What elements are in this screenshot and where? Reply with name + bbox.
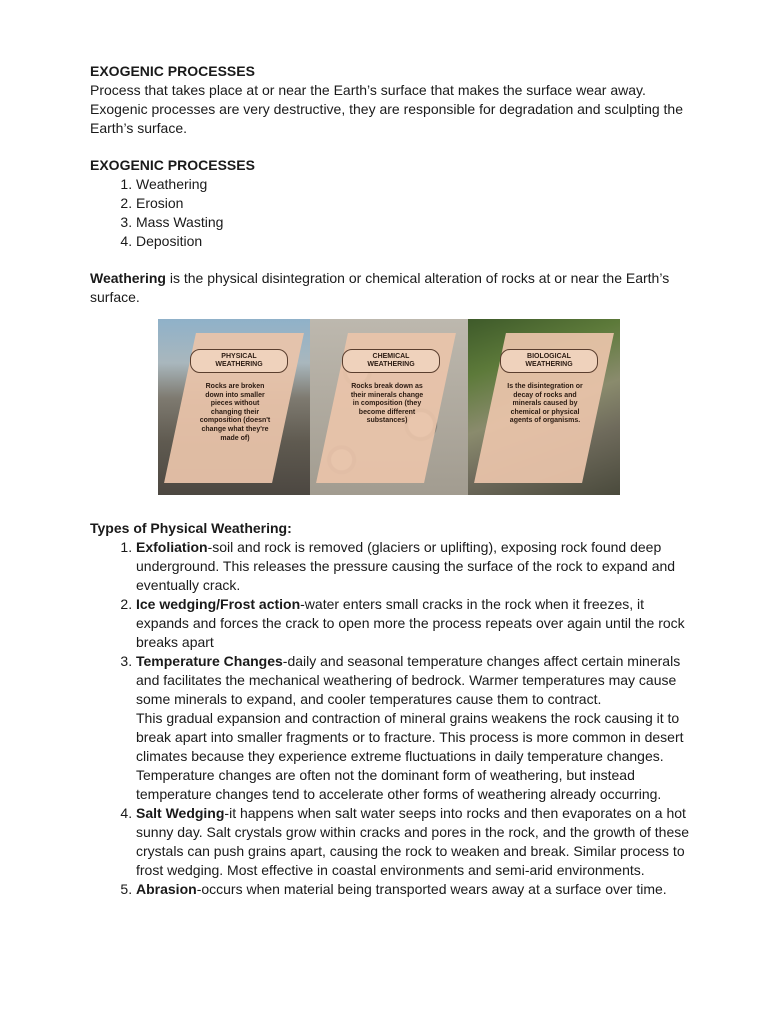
list-item: [136, 595, 690, 652]
type-term: Exfoliation: [136, 539, 208, 555]
type-text: -soil and rock is removed (glaciers or uplifting), exposing rock found deep underground. This releases the pressure causing the surface of the rock to expand and eventually crack.: [136, 539, 676, 593]
type-extra-text: This gradual expansion and contraction of mineral grains weakens the rock causing it to break apart into smaller fragments or to fracture. This process is more common in desert climates because they experience extreme fluctuations in daily temperature changes. Temperature changes are often not the dominant form of weathering, but instead temperature changes tend to accelerate other forms of weathering already occurring.: [136, 710, 684, 802]
list-item: 2. Erosion: [136, 194, 690, 213]
list-item: 3. Mass Wasting: [136, 213, 690, 232]
panel-text: Rocks break down as their minerals change in composition (they become different substances): [350, 383, 424, 425]
physical-weathering-panel: [158, 319, 310, 495]
section-heading-exogenic-list: EXOGENIC PROCESSES: [90, 157, 255, 173]
type-term: Abrasion: [136, 881, 197, 897]
list-item: [136, 804, 690, 880]
list-item: [136, 880, 690, 899]
type-text: -it happens when salt water seeps into rocks and then evaporates on a hot sunny day. Salt crystals grow within cracks and pores in the rock, and the growth of these crystals can push grains apart, causing the rock to weaken and break. Similar process to frost wedging. Most effective in coastal environments and semi-arid environments.: [136, 805, 690, 878]
weathering-definition-text: is the physical disintegration or chemical alteration of rocks at or near the Earth’s surface.: [90, 270, 670, 305]
list-item: 1. Weathering: [136, 175, 690, 194]
document-page: [90, 62, 690, 899]
panel-tag: PHYSICAL WEATHERING: [190, 349, 288, 373]
panel-text: Rocks are broken down into smaller pieces without changing their composition (doesn't change what they're made of): [199, 383, 271, 442]
panel-tag: BIOLOGICAL WEATHERING: [500, 349, 598, 373]
list-item: [136, 538, 690, 595]
type-term: Salt Wedging: [136, 805, 225, 821]
exogenic-process-list: [90, 175, 690, 251]
types-heading: Types of Physical Weathering:: [90, 520, 292, 536]
biological-weathering-panel: [468, 319, 620, 495]
weathering-types-figure: [158, 319, 620, 495]
type-term: Temperature Changes: [136, 653, 283, 669]
section-heading-exogenic: EXOGENIC PROCESSES: [90, 63, 255, 79]
panel-tag: CHEMICAL WEATHERING: [342, 349, 440, 373]
exogenic-definition: Process that takes place at or near the Earth’s surface that makes the surface wear away. Exogenic processes are very destructive, they are responsible for degradation and sculpting the Earth’s surface.: [90, 82, 684, 136]
list-item: 4. Deposition: [136, 232, 690, 251]
type-text: -daily and seasonal temperature changes affect certain minerals and facilitates the mechanical weathering of bedrock. Warmer temperatures may cause some minerals to expand, and cooler temperatures cause them to contract.: [136, 653, 681, 707]
physical-weathering-types-list: [90, 538, 690, 899]
chemical-weathering-panel: [310, 319, 468, 495]
type-text: -water enters small cracks in the rock when it freezes, it expands and forces the crack to open more the process repeats over again until the rock breaks apart: [136, 596, 685, 650]
weathering-term: Weathering: [90, 270, 166, 286]
type-text: -occurs when material being transported wears away at a surface over time.: [196, 881, 667, 897]
panel-text: Is the disintegration or decay of rocks and minerals caused by chemical or physical agents of organisms.: [507, 383, 583, 425]
list-item: [136, 652, 690, 804]
type-term: Ice wedging/Frost action: [136, 596, 301, 612]
weathering-definition: [90, 269, 690, 307]
